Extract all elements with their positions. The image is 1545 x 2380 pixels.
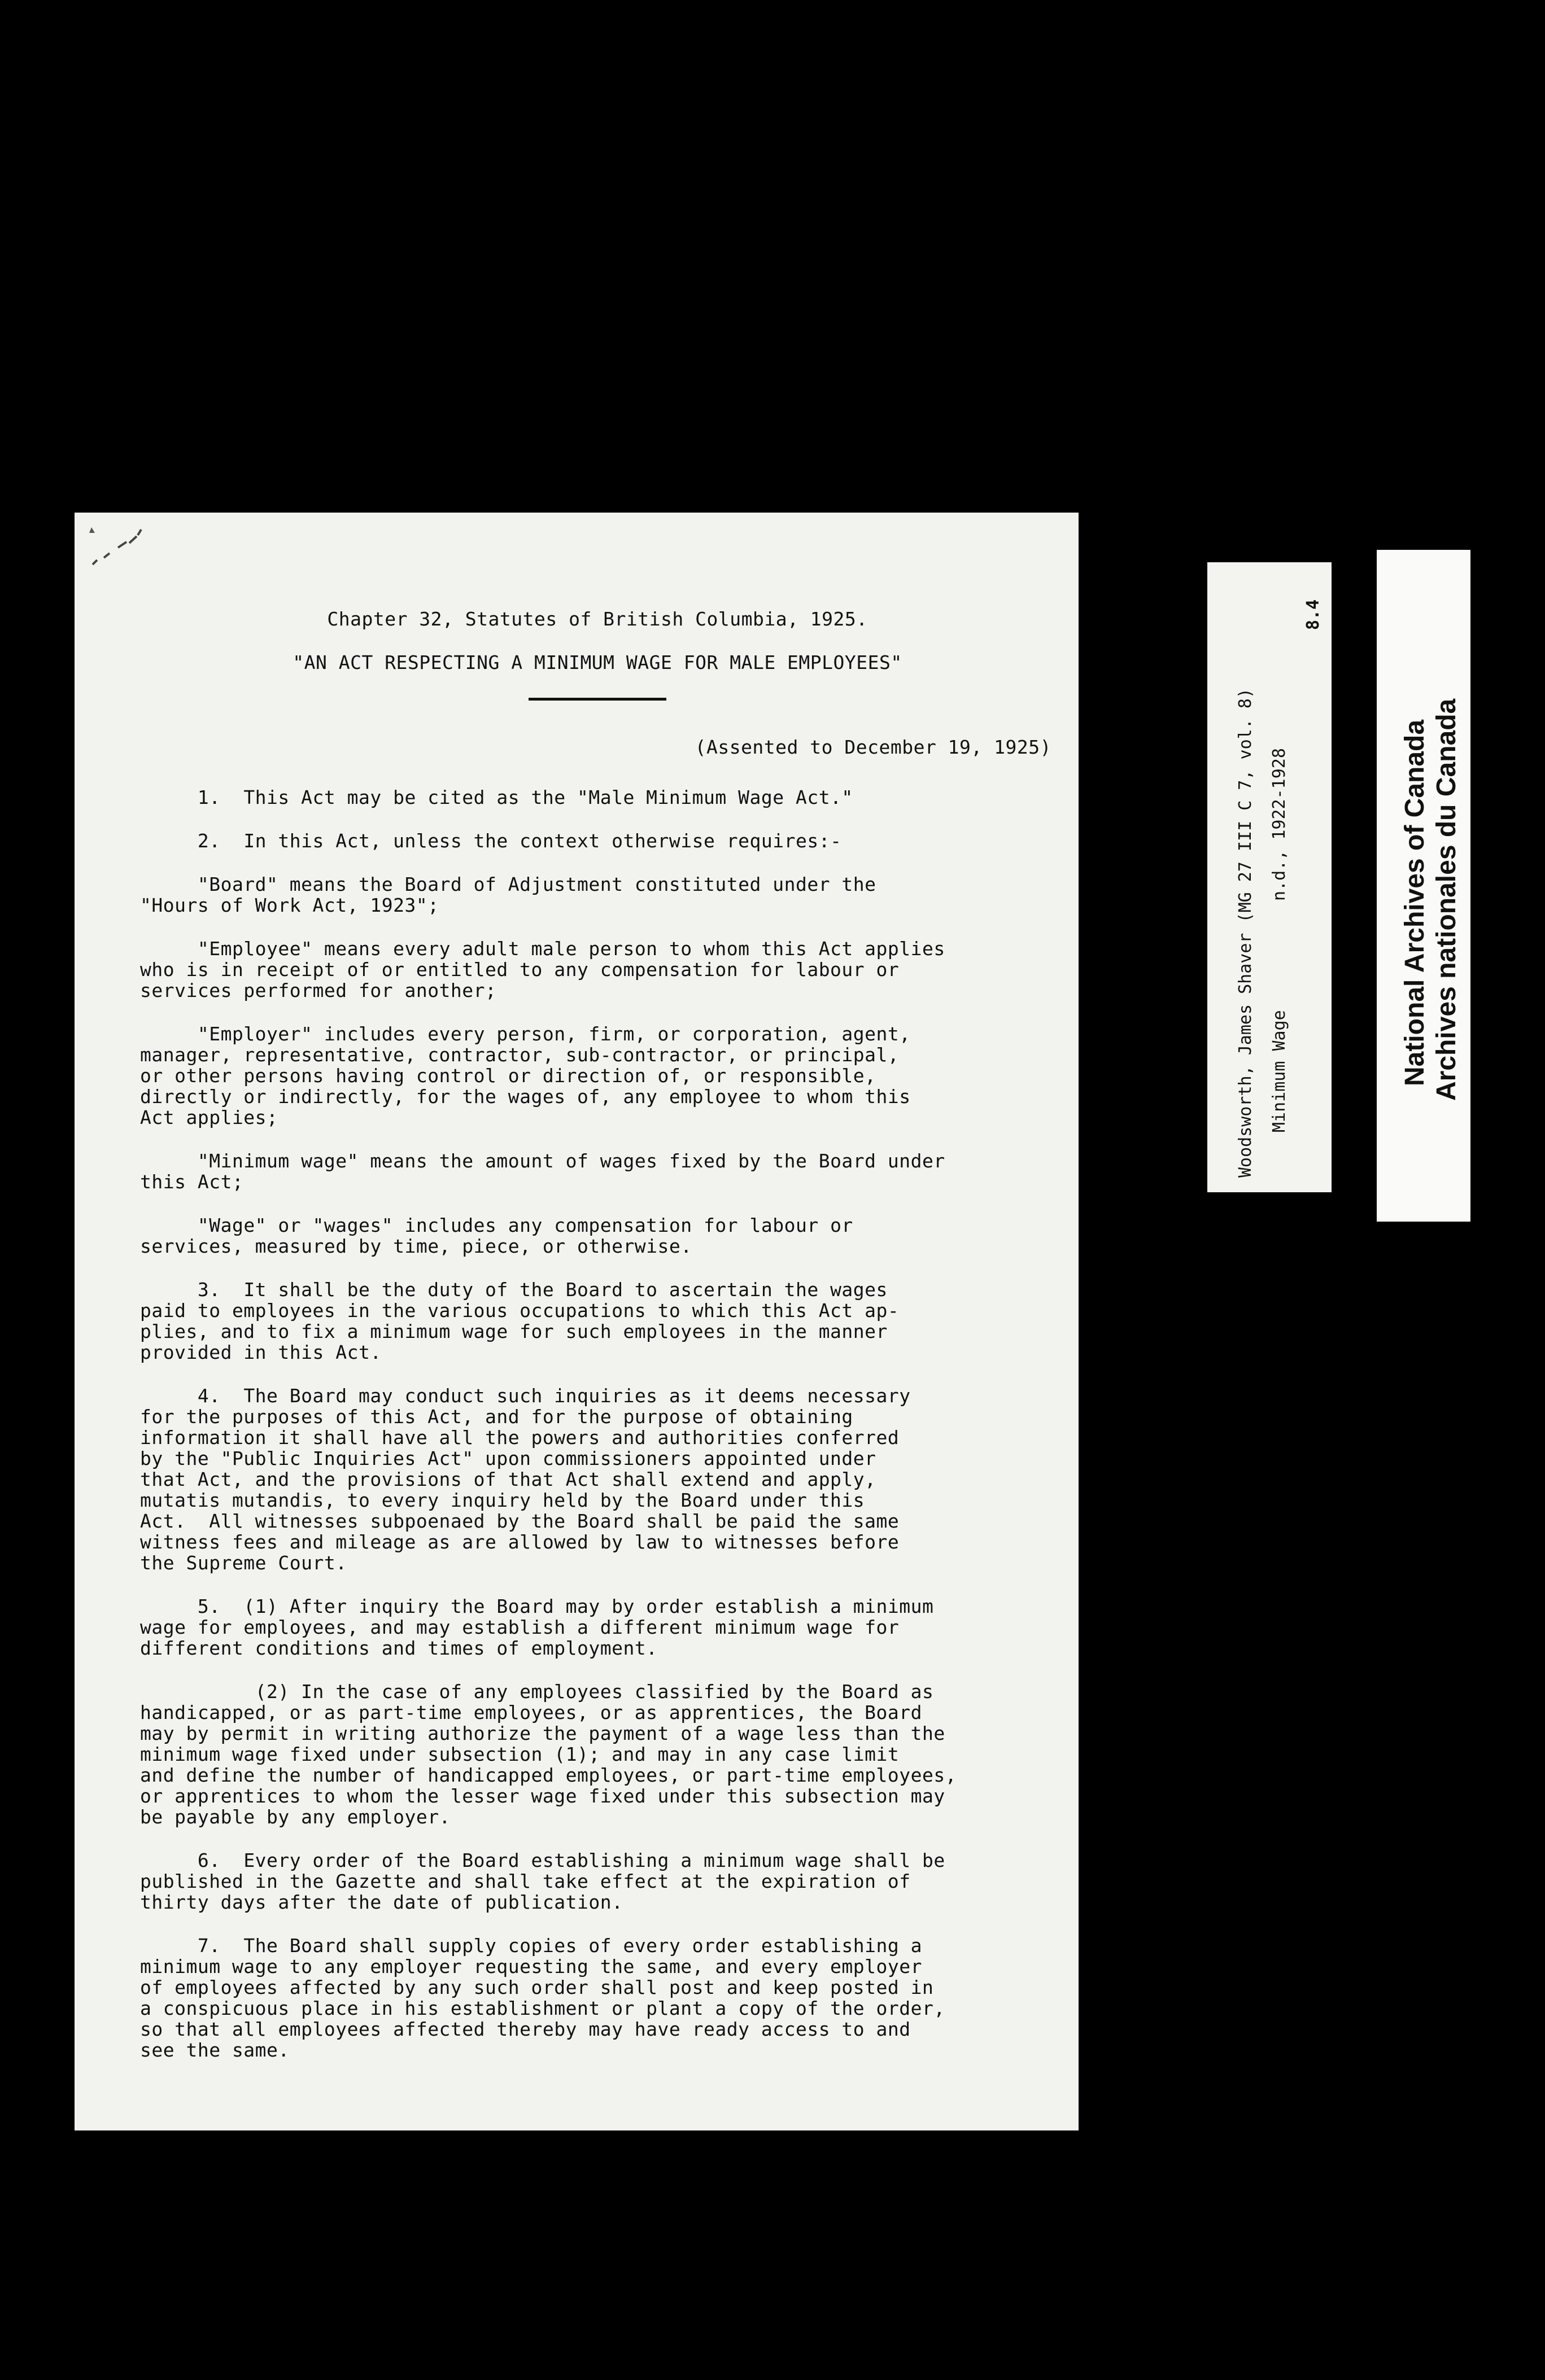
act-title: "AN ACT RESPECTING A MINIMUM WAGE FOR MALE EMPLOYEES"	[293, 651, 902, 673]
document-page	[75, 513, 1079, 2130]
archive-file-label	[1207, 562, 1332, 1192]
definition-wage: "Wage" or "wages" includes any compensation for labour or services, measured by time, piece, or otherwise.	[140, 1214, 853, 1257]
section-1-short-title: 1. This Act may be cited as the "Male Minimum Wage Act."	[140, 786, 853, 808]
section-5-1: 5. (1) After inquiry the Board may by order establish a minimum wage for employees, and may establish a different minimum wage for different conditions and times of employment.	[140, 1595, 934, 1659]
section-5-2: (2) In the case of any employees classified by the Board as handicapped, or as part-time employees, or as apprentices, the Board may by permit in writing authorize the payment of a wage less than the minimum wage fixed under subsection (1); and may in any case limit and define the number of handicapped employees, or part-time employees, or apprentices to whom the lesser wage fixed under this subsection may be payable by any employer.	[140, 1681, 957, 1828]
institution-french: Archives nationales du Canada	[1431, 698, 1461, 1101]
section-4: 4. The Board may conduct such inquiries as it deems necessary for the purposes of this Act, and for the purpose of obtaining information it shall have all the powers and authorities conferred by the "Public Inquiries Act" upon commissioners appointed under that Act, and the provisions of that Act shall extend and apply, mutatis mutandis, to every inquiry held by the Board under this Act. All witnesses subpoenaed by the Board shall be paid the same witness fees and mileage as are allowed by law to witnesses before the Supreme Court.	[140, 1385, 911, 1574]
document-content	[140, 609, 1055, 2083]
dates-label: n.d., 1922-1928	[1269, 748, 1289, 901]
collection-label: Woodsworth, James Shaver (MG 27 III C 7, vol. 8)	[1236, 688, 1255, 1178]
definition-board: "Board" means the Board of Adjustment constituted under the "Hours of Work Act, 1923";	[140, 873, 876, 916]
assented-date: (Assented to December 19, 1925)	[695, 736, 1051, 758]
file-number-label: 8.4	[1303, 599, 1323, 630]
document-title: Chapter 32, Statutes of British Columbia, 1925.	[327, 608, 868, 630]
pencil-mark-icon	[87, 525, 149, 570]
institution-english: National Archives of Canada	[1400, 719, 1430, 1086]
section-7: 7. The Board shall supply copies of every order establishing a minimum wage to any employer requesting the same, and every employer of employees affected by any such order shall post and keep posted in a conspicuous place in his establishment or plant a copy of the order, so that all employees affected thereby may have ready access to and see the same.	[140, 1935, 945, 2061]
section-2-interpretation: 2. In this Act, unless the context otherwise requires:-	[140, 830, 842, 852]
section-3: 3. It shall be the duty of the Board to ascertain the wages paid to employees in the various occupations to which this Act ap- plies, and to fix a minimum wage for such employees in the manner provided in this Act.	[140, 1279, 900, 1363]
definition-employer: "Employer" includes every person, firm, or corporation, agent, manager, representative, contractor, sub-contractor, or principal, or other persons having control or direction of, or responsible, directly or indirectly, for the wages of, any employee to whom this Act applies;	[140, 1023, 911, 1128]
definition-employee: "Employee" means every adult male person to whom this Act applies who is in receipt of or entitled to any compensation for labour or services performed for another;	[140, 938, 945, 1001]
subject-label: Minimum Wage	[1269, 1010, 1289, 1132]
definition-minimum-wage: "Minimum wage" means the amount of wages fixed by the Board under this Act;	[140, 1150, 945, 1193]
institution-label	[1377, 550, 1470, 1222]
section-6: 6. Every order of the Board establishing a minimum wage shall be published in the Gazette and shall take effect at the expiration of thirty days after the date of publication.	[140, 1849, 945, 1913]
divider	[529, 698, 666, 701]
